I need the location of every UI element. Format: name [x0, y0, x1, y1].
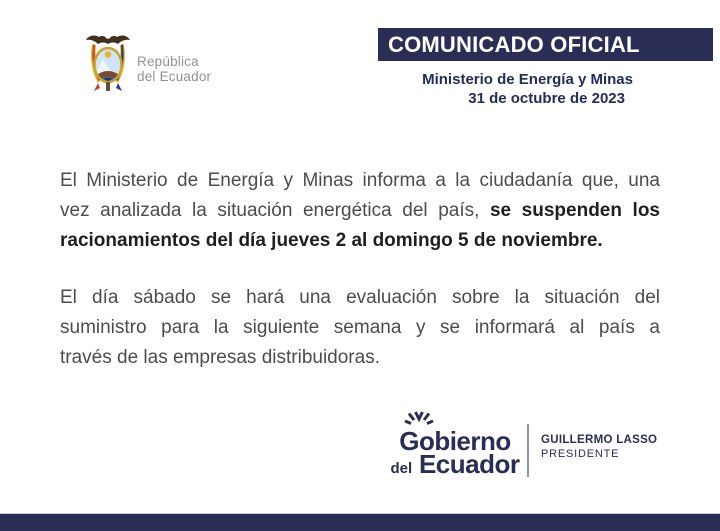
p2-l1-text: El día sábado se hará una evaluación sobre la situación del	[60, 287, 660, 308]
bottom-bar	[0, 513, 720, 531]
paragraph-2-line-3	[60, 343, 660, 373]
banner-title: COMUNICADO OFICIAL	[388, 32, 640, 57]
paragraph-1	[60, 166, 660, 256]
president-block	[541, 434, 657, 461]
sun-rays-icon	[348, 411, 490, 428]
paragraph-2-line-1	[60, 283, 660, 313]
government-logo-word2-large: Ecuador	[418, 449, 520, 479]
statement-date: 31 de octubre de 2023	[468, 90, 625, 107]
p1-l3-bold-text: racionamientos del día jueves 2 al domingo 5 de noviembre.	[60, 230, 603, 251]
p1-l2-regular-text: vez analizada la situación energética del país,	[60, 200, 480, 221]
official-statement-banner	[378, 28, 713, 61]
statement-body	[60, 166, 660, 373]
paragraph-2	[60, 283, 660, 373]
ecuador-coat-of-arms-icon	[84, 33, 132, 95]
republic-label	[137, 54, 211, 84]
government-logo	[384, 411, 526, 480]
paragraph-1-line-1	[60, 166, 660, 196]
republic-label-line2: del Ecuador	[137, 69, 212, 84]
footer-divider	[527, 424, 529, 477]
paragraph-1-line-2	[60, 196, 660, 226]
p2-l3-text: través de las empresas distribuidoras.	[60, 347, 380, 368]
paragraph-1-line-3	[60, 226, 660, 256]
p2-l2-text: suministro para la siguiente semana y se informará al país a	[60, 317, 660, 338]
president-name: GUILLERMO LASSO	[541, 434, 658, 446]
ministry-block	[422, 70, 633, 108]
government-logo-word2-small: del	[390, 460, 413, 477]
president-title: PRESIDENTE	[541, 448, 620, 460]
ministry-name: Ministerio de Energía y Minas	[422, 71, 633, 88]
government-logo-word2	[384, 449, 526, 480]
p1-l2-bold-text: se suspenden los	[489, 200, 660, 221]
republic-label-line1: República	[137, 54, 199, 69]
paragraph-2-line-2	[60, 313, 660, 343]
government-logo-word1: Gobierno	[399, 426, 511, 456]
p1-l1-text: El Ministerio de Energía y Minas informa a la ciudadanía que, una	[60, 170, 660, 191]
